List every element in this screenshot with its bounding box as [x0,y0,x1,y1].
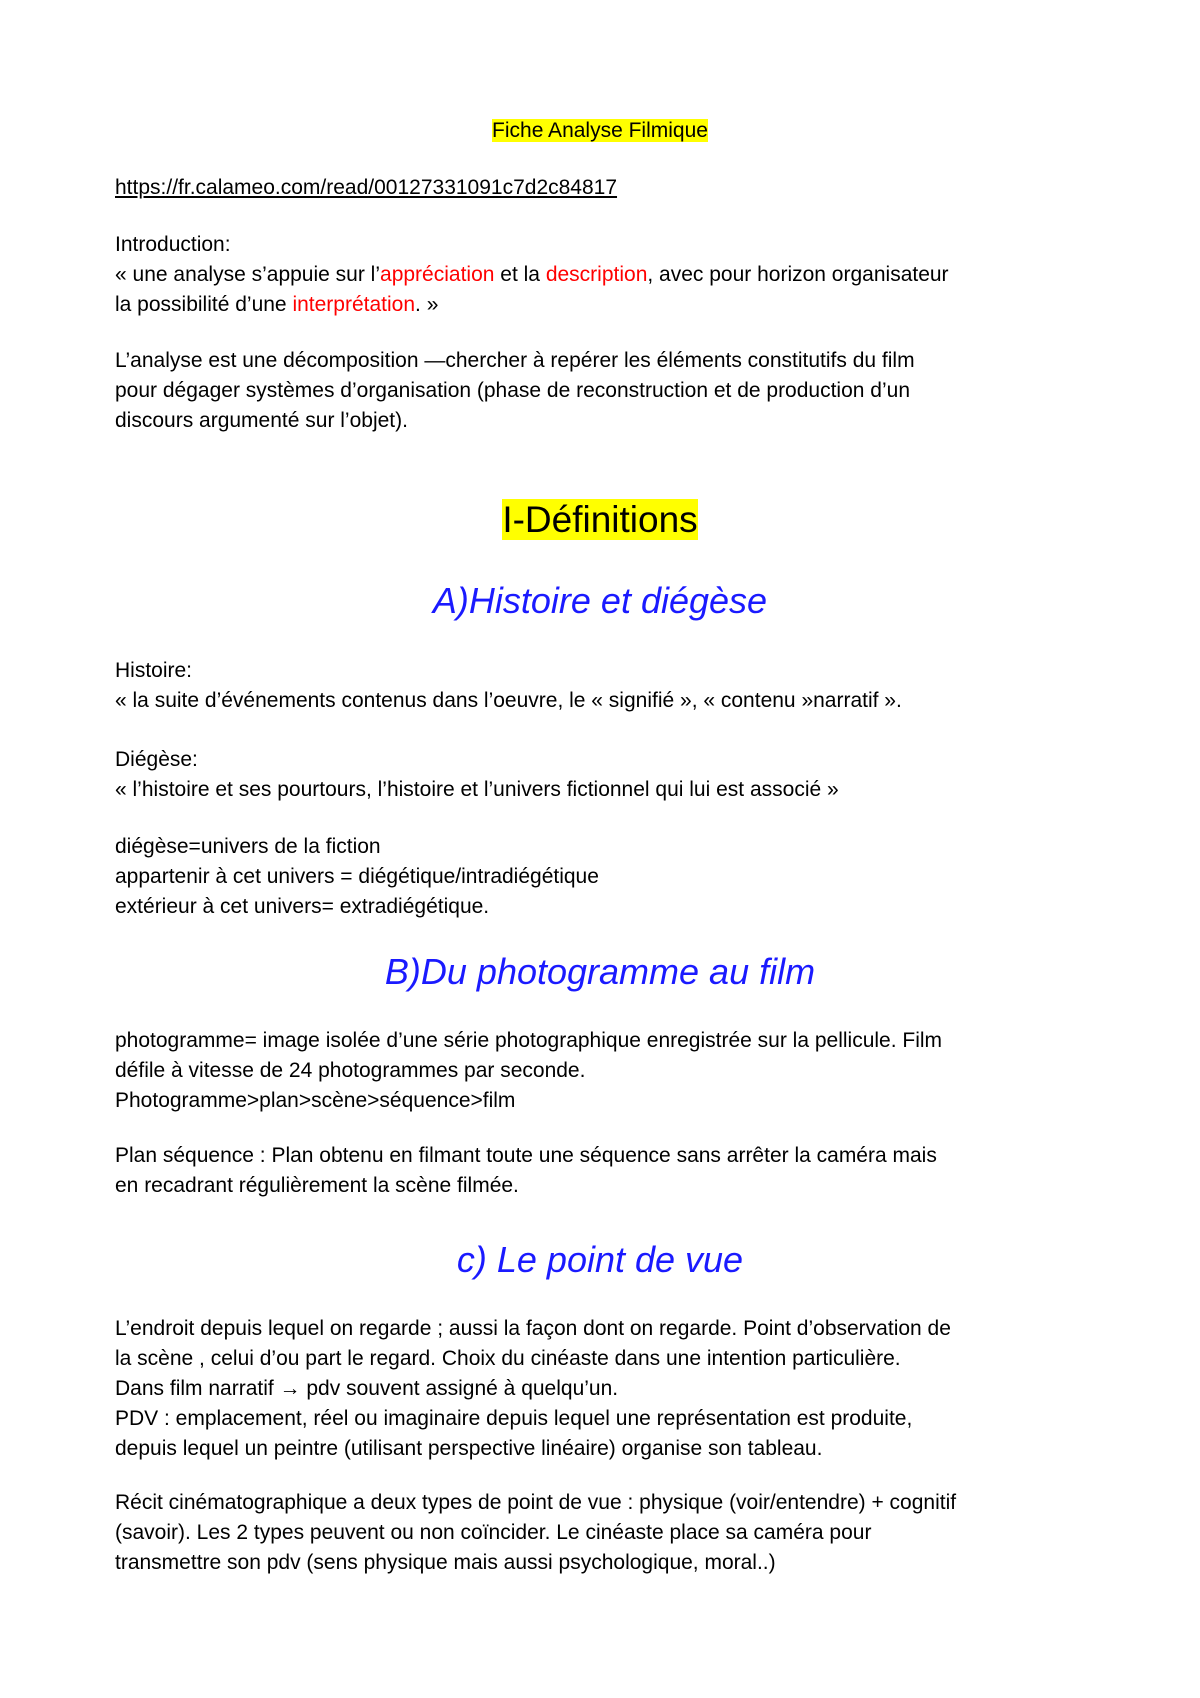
doc-title-text: Fiche Analyse Filmique [492,119,708,142]
recit-block [115,1488,1115,1578]
para-line: Plan séquence : Plan obtenu en filmant toute une séquence sans arrêter la caméra mais [115,1144,937,1167]
intro-para-line: discours argumenté sur l’objet). [115,409,408,432]
para-line: en recadrant régulièrement la scène filmée. [115,1174,519,1197]
keyword-description: description [545,263,648,286]
para-line: Photogramme>plan>scène>séquence>film [115,1089,516,1112]
histoire-definition: « la suite d’événements contenus dans l’oeuvre, le « signifié », « contenu »narratif ». [115,689,902,712]
histoire-label: Histoire: [115,659,193,682]
source-link[interactable] [115,173,1115,203]
diegese-label: Diégèse: [115,748,198,771]
keyword-interpretation: interprétation [292,293,416,316]
plan-sequence-block [115,1141,1115,1201]
note-line: appartenir à cet univers = diégétique/intradiégétique [115,865,599,888]
para-line: photogramme= image isolée d’une série photographique enregistrée sur la pellicule. Film [115,1029,943,1052]
note-line: extérieur à cet univers= extradiégétique. [115,895,490,918]
keyword-appreciation: appréciation [380,263,495,286]
intro-block [115,230,1115,320]
section-heading [0,497,1200,543]
point-de-vue-block [115,1314,1115,1464]
para-line: Dans film narratif → pdv souvent assigné à quelqu’un. [115,1377,619,1400]
section-title-definitions: I-Définitions [502,499,698,540]
subsection-b-title: B)Du photogramme au film [384,951,816,992]
doc-title [0,116,1200,146]
source-url[interactable]: https://fr.calameo.com/read/00127331091c7d2c84817 [115,176,618,199]
intro-label: Introduction: [115,233,231,256]
para-line: PDV : emplacement, réel ou imaginaire depuis lequel une représentation est produite, [115,1407,913,1430]
histoire-block [115,656,1115,716]
diegese-notes [115,832,1115,922]
para-line: la scène , celui d’ou part le regard. Choix du cinéaste dans une intention particulière. [115,1347,901,1370]
subsection-c-title: c) Le point de vue [456,1239,744,1280]
note-line: diégèse=univers de la fiction [115,835,381,858]
para-line: transmettre son pdv (sens physique mais aussi psychologique, moral..) [115,1551,776,1574]
intro-para-line: pour dégager systèmes d’organisation (phase de reconstruction et de production d’un [115,379,910,402]
intro-quote-line-2: la possibilité d’une interprétation. » [115,293,439,316]
diegese-block [115,745,1115,805]
para-line: (savoir). Les 2 types peuvent ou non coïncider. Le cinéaste place sa caméra pour [115,1521,872,1544]
intro-quote-line-1: « une analyse s’appuie sur l’appréciation et la description, avec pour horizon organisateur [115,263,949,286]
intro-para-line: L’analyse est une décomposition —chercher à repérer les éléments constitutifs du film [115,349,915,372]
para-line: depuis lequel un peintre (utilisant perspective linéaire) organise son tableau. [115,1437,823,1460]
diegese-definition: « l’histoire et ses pourtours, l’histoire et l’univers fictionnel qui lui est associé » [115,778,839,801]
para-line: Récit cinématographique a deux types de point de vue : physique (voir/entendre) + cognitif [115,1491,957,1514]
subsection-a-title: A)Histoire et diégèse [432,580,768,621]
intro-paragraph [115,346,1115,436]
para-line: défile à vitesse de 24 photogrammes par seconde. [115,1059,586,1082]
photogramme-block [115,1026,1115,1116]
para-line: L’endroit depuis lequel on regarde ; aussi la façon dont on regarde. Point d’observation de [115,1317,951,1340]
